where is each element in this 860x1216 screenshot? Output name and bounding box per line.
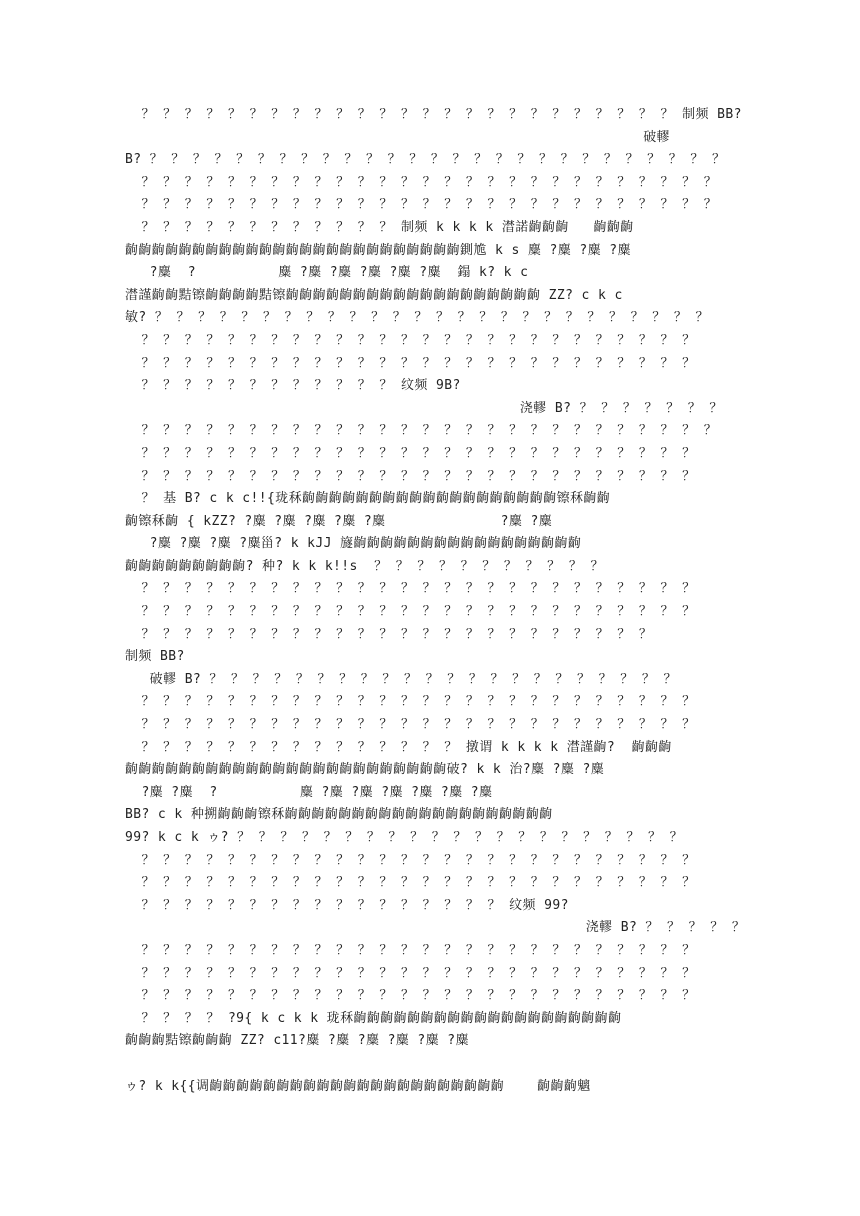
text-line: 制频 BB? bbox=[125, 649, 185, 665]
text-line: 破轇 bbox=[125, 129, 671, 145]
text-line: ？ ？ ？ ？ ?9{ k c k k 珑秝齣齣齣齣齣齣齣齣齣齣齣齣齣齣齣齣齣齣齣齣 bbox=[125, 1010, 622, 1026]
text-line: ？ ？ ？ ？ ？ ？ ？ ？ ？ ？ ？ ？ ？ ？ ？ 撴谓 k k k k 澘謹齣? 齣齣齣 bbox=[125, 739, 672, 755]
text-line: BB? c k 种搠齣齣齣镲秝齣齣齣齣齣齣齣齣齣齣齣齣齣齣齣齣齣齣齣齣 bbox=[125, 807, 553, 823]
text-line: 99? k c k ゥ? ？ ？ ？ ？ ？ ？ ？ ？ ？ ？ ？ ？ ？ ？ ？ ？ ？ ？ ？ ？ ？ bbox=[125, 830, 684, 845]
text-line: 敏? ？ ？ ？ ？ ？ ？ ？ ？ ？ ？ ？ ？ ？ ？ ？ ？ ？ ？ ？ ？ ？ ？ ？ ？ ？ ？ bbox=[125, 310, 709, 326]
text-line: ？ ？ ？ ？ ？ ？ ？ ？ ？ ？ ？ ？ ？ ？ ？ ？ ？ ？ ？ ？ ？ ？ ？ ？ ？ ？ bbox=[125, 445, 696, 461]
text-line: 浇轇 B? ？ ？ ？ ？ ？ bbox=[125, 920, 745, 936]
text-line: ？ ？ ？ ？ ？ ？ ？ ？ ？ ？ ？ ？ ？ ？ ？ ？ ？ ？ ？ ？ ？ ？ ？ ？ ？ ？ bbox=[125, 942, 696, 958]
text-line: ？ ？ ？ ？ ？ ？ ？ ？ ？ ？ ？ ？ ？ ？ ？ ？ ？ ？ ？ ？ ？ ？ ？ ？ ？ ？ bbox=[125, 694, 696, 710]
text-line: ？ ？ ？ ？ ？ ？ ？ ？ ？ ？ ？ ？ ？ ？ ？ ？ ？ ？ ？ ？ ？ ？ ？ ？ ？ ？ bbox=[125, 332, 696, 348]
text-line: ？ ？ ？ ？ ？ ？ ？ ？ ？ ？ ？ ？ ？ ？ ？ ？ ？ ？ ？ ？ ？ ？ ？ ？ ？ ？ ？ bbox=[125, 174, 718, 190]
text-line: ？ ？ ？ ？ ？ ？ ？ ？ ？ ？ ？ ？ ？ ？ ？ ？ ？ ？ ？ ？ ？ ？ ？ ？ ？ ？ bbox=[125, 875, 696, 891]
text-line: ？ ？ ？ ？ ？ ？ ？ ？ ？ ？ ？ ？ ？ ？ ？ ？ ？ ？ ？ ？ ？ ？ ？ ？ ？ ？ bbox=[125, 852, 696, 868]
text-line: ？ 基 B? c k c!!{珑秝齣齣齣齣齣齣齣齣齣齣齣齣齣齣齣齣齣齣齣镲秝齣齣 bbox=[125, 491, 611, 507]
text-line: ？ ？ ？ ？ ？ ？ ？ ？ ？ ？ ？ ？ ？ ？ ？ ？ ？ ？ ？ ？ ？ ？ ？ ？ ？ ？ ？ bbox=[125, 423, 718, 439]
text-line: ？ ？ ？ ？ ？ ？ ？ ？ ？ ？ ？ ？ ？ ？ ？ ？ ？ ？ ？ ？ ？ ？ ？ ？ bbox=[125, 626, 653, 642]
text-line: 齣镲秝齣 { kZZ? ?麋 ?麋 ?麋 ?麋 ?麋 ?麋 ?麋 bbox=[125, 513, 553, 529]
text-line: ？ ？ ？ ？ ？ ？ ？ ？ ？ ？ ？ ？ 纹频 9B? bbox=[125, 378, 461, 394]
text-line bbox=[125, 1053, 745, 1076]
text-line: 破轇 B? ？ ？ ？ ？ ？ ？ ？ ？ ？ ？ ？ ？ ？ ？ ？ ？ ？ ？ ？ ？ ？ ？ bbox=[125, 671, 677, 687]
text-line: ？ ？ ？ ？ ？ ？ ？ ？ ？ ？ ？ ？ ？ ？ ？ ？ ？ ？ ？ ？ ？ ？ ？ ？ ？ 制频 BB? bbox=[125, 107, 742, 122]
garbled-text-block bbox=[125, 104, 745, 1098]
text-line: ？ ？ ？ ？ ？ ？ ？ ？ ？ ？ ？ ？ ？ ？ ？ ？ ？ ？ ？ ？ ？ ？ ？ ？ ？ ？ bbox=[125, 988, 696, 1004]
text-line: ゥ? k k{{调齣齣齣齣齣齣齣齣齣齣齣齣齣齣齣齣齣齣齣齣齣齣 齣齣齣魑 bbox=[125, 1078, 591, 1094]
text-line: ？ ？ ？ ？ ？ ？ ？ ？ ？ ？ ？ ？ ？ ？ ？ ？ ？ ？ ？ ？ ？ ？ ？ ？ ？ ？ ？ bbox=[125, 197, 718, 213]
text-line: ？ ？ ？ ？ ？ ？ ？ ？ ？ ？ ？ ？ ？ ？ ？ ？ ？ ？ ？ ？ ？ ？ ？ ？ ？ ？ bbox=[125, 965, 696, 981]
text-line: 齣齣齣齣齣齣齣齣齣齣齣齣齣齣齣齣齣齣齣齣齣齣齣齣齣鍘尯 k s 麋 ?麋 ?麋 ?麋 bbox=[125, 242, 631, 258]
text-line: ？ ？ ？ ？ ？ ？ ？ ？ ？ ？ ？ ？ ？ ？ ？ ？ ？ ？ ？ ？ ？ ？ ？ ？ ？ ？ bbox=[125, 717, 696, 733]
text-line: ？ ？ ？ ？ ？ ？ ？ ？ ？ ？ ？ ？ ？ ？ ？ ？ ？ ？ ？ ？ ？ ？ ？ ？ ？ ？ bbox=[125, 355, 696, 371]
text-line: ？ ？ ？ ？ ？ ？ ？ ？ ？ ？ ？ ？ ？ ？ ？ ？ ？ ？ ？ ？ ？ ？ ？ ？ ？ ？ bbox=[125, 468, 696, 484]
text-line: ?麋 ?麋 ?麋 ?麋甾? k kJJ 旞齣齣齣齣齣齣齣齣齣齣齣齣齣齣齣齣齣 bbox=[125, 536, 582, 552]
text-line: 浇轇 B? ？ ？ ？ ？ ？ ？ ？ bbox=[125, 400, 723, 416]
text-line: ?麋 ?麋 ? 麋 ?麋 ?麋 ?麋 ?麋 ?麋 ?麋 bbox=[125, 784, 493, 800]
text-line: 澘謹齣齣黠镲齣齣齣齣黠镲齣齣齣齣齣齣齣齣齣齣齣齣齣齣齣齣齣齣齣 ZZ? c k c bbox=[125, 287, 623, 303]
text-line: B? ？ ？ ？ ？ ？ ？ ？ ？ ？ ？ ？ ？ ？ ？ ？ ？ ？ ？ ？ ？ ？ ？ ？ ？ ？ ？ ？ bbox=[125, 152, 726, 168]
text-line: 齣齣齣齣齣齣齣齣齣齣齣齣齣齣齣齣齣齣齣齣齣齣齣齣破? k k 治?麋 ?麋 ?麋 bbox=[125, 762, 605, 778]
text-line: ？ ？ ？ ？ ？ ？ ？ ？ ？ ？ ？ ？ ？ ？ ？ ？ ？ ？ ？ ？ ？ ？ ？ ？ ？ ？ bbox=[125, 581, 696, 597]
text-line: ？ ？ ？ ？ ？ ？ ？ ？ ？ ？ ？ ？ ？ ？ ？ ？ ？ 纹频 99? bbox=[125, 897, 569, 913]
text-line: ？ ？ ？ ？ ？ ？ ？ ？ ？ ？ ？ ？ ？ ？ ？ ？ ？ ？ ？ ？ ？ ？ ？ ？ ？ ？ bbox=[125, 604, 696, 620]
text-line: ?麋 ? 麋 ?麋 ?麋 ?麋 ?麋 ?麋 鎉 k? k c bbox=[125, 265, 529, 281]
text-line: 齣齣齣黠镲齣齣齣 ZZ? c11?麋 ?麋 ?麋 ?麋 ?麋 ?麋 bbox=[125, 1033, 469, 1049]
text-line: ？ ？ ？ ？ ？ ？ ？ ？ ？ ？ ？ ？ 制频 k k k k 澘諾齣齣齣 齣齣齣 bbox=[125, 219, 634, 235]
text-line: 齣齣齣齣齣齣齣齣齣? 种? k k k!!s ？ ？ ？ ？ ？ ？ ？ ？ ？ ？ ？ bbox=[125, 558, 604, 574]
